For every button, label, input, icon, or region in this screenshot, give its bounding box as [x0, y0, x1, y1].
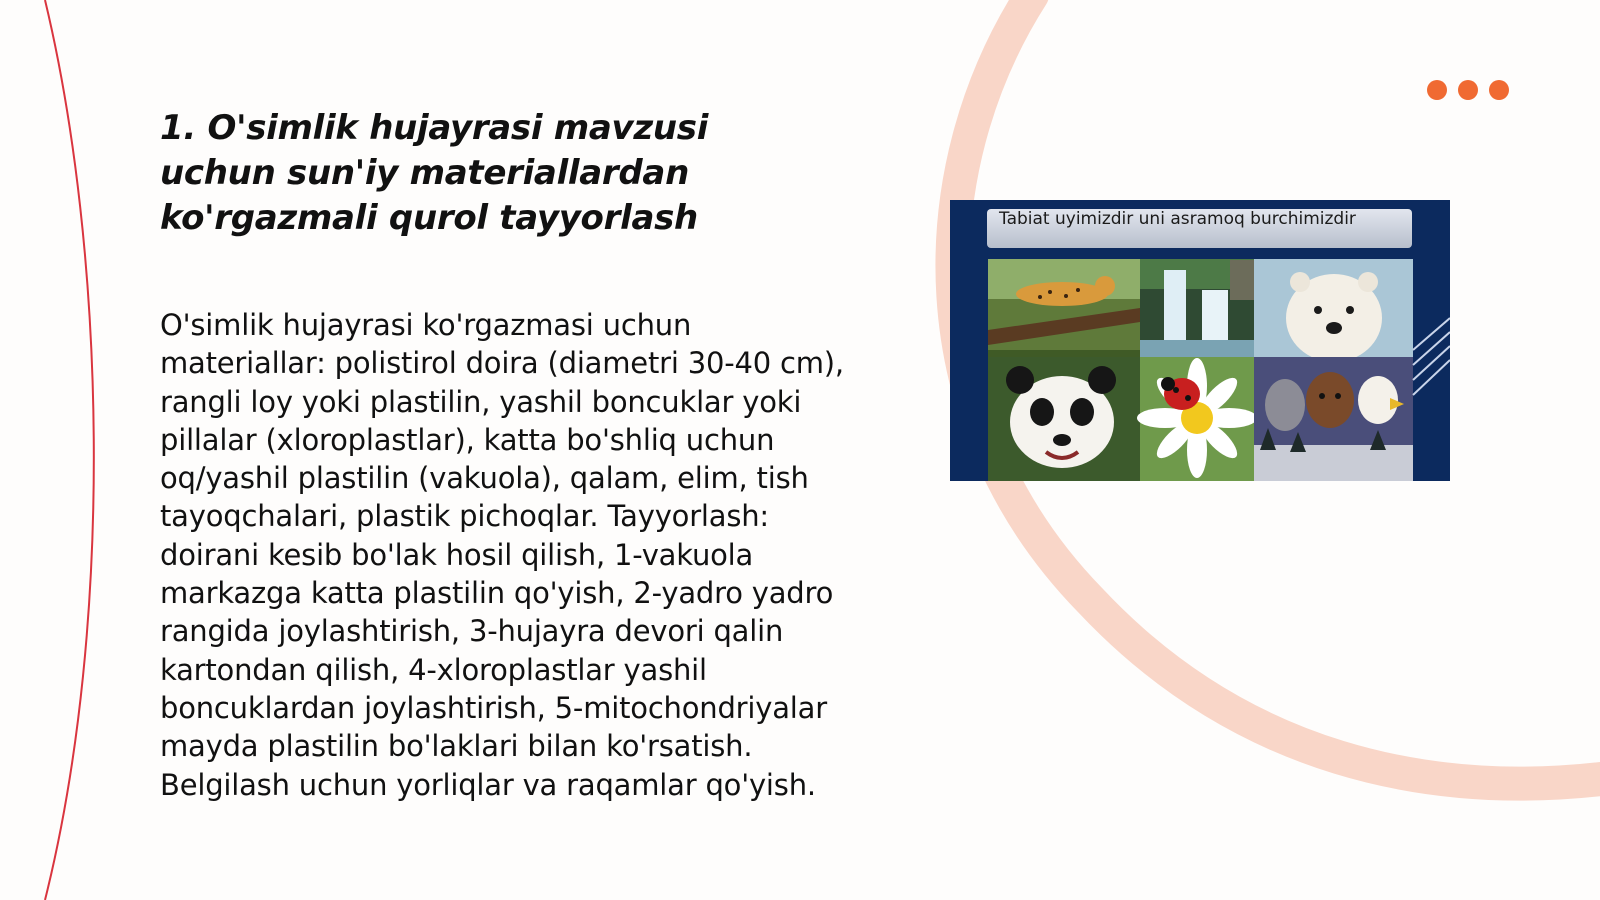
slide-title: 1. O'simlik hujayrasi mavzusi uchun sun'iy materiallardan ko'rgazmali qurol tayyorlash — [160, 108, 709, 238]
wolf-bear-eagle-photo — [1254, 357, 1413, 481]
slide-body-text: O'simlik hujayrasi ko'rgazmasi uchun materiallar: polistirol doira (diametri 30-40 cm), rangli loy yoki plastilin, yashil boncuklar yoki pillalar (xloroplastlar), katta bo'shliq uchun oq/yashil plastilin (vakuola), qalam, elim, tish tayoqchalari, plastik pichoqlar. Tayyorlash: doirani kesib bo'lak hosil qilish, 1-vakuola markazga katta plastilin qo'yish, 2-yadro yadro rangida joylashtirish, 3-hujayra devori qalin kartondan qilish, 4-xloroplastlar yashil boncuklardan joylashtirish, 5-mitochondriyalar mayda plastilin bo'laklari bilan ko'rsatish. Belgilash uchun yorliqlar va raqamlar qo'yish. — [160, 308, 844, 802]
dots-decoration — [1427, 80, 1509, 100]
leopard-photo — [988, 259, 1140, 358]
dot — [1489, 80, 1509, 100]
left-curve-line — [45, 0, 94, 900]
corner-stripes — [1413, 318, 1450, 395]
polar-bear-photo — [1254, 259, 1413, 362]
ladybug-daisy-photo — [1137, 357, 1257, 481]
nature-collage-image — [950, 200, 1450, 481]
panda-photo — [988, 357, 1140, 481]
dot — [1458, 80, 1478, 100]
image-caption: Tabiat uyimizdir uni asramoq burchimizdir — [987, 209, 1412, 248]
waterfall-photo — [1140, 259, 1254, 357]
dot — [1427, 80, 1447, 100]
